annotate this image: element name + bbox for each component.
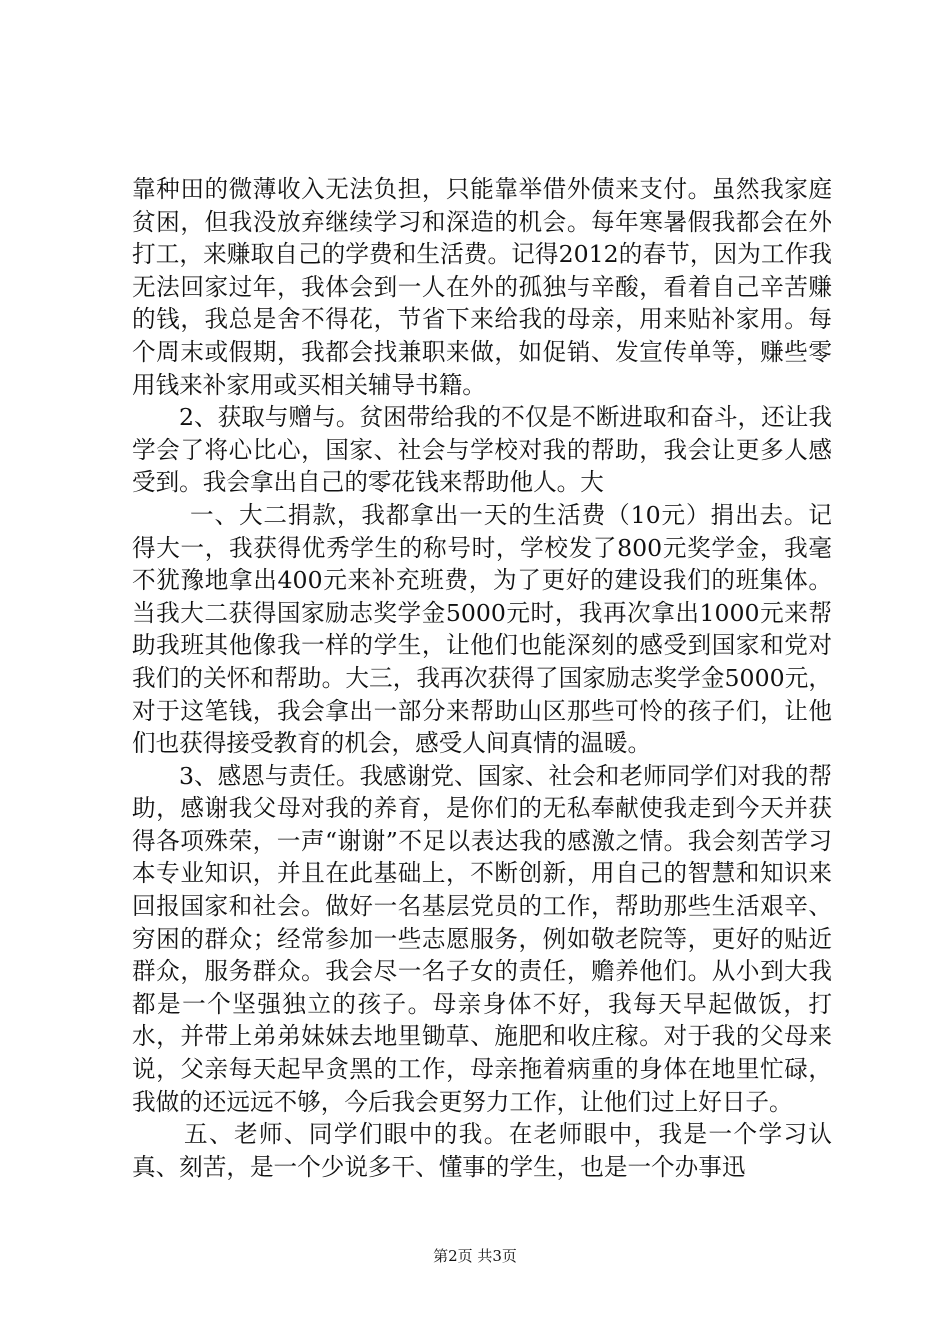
paragraph-5: 五、老师、同学们眼中的我。在老师眼中，我是一个学习认真、刻苦，是一个少说多干、懂事的学生，也是一个办事迅: [132, 1120, 832, 1181]
paragraph-1: 靠种田的微薄收入无法负担，只能靠举借外债来支付。虽然我家庭贫困，但我没放弃继续学习和深造的机会。每年寒暑假我都会在外打工，来赚取自己的学费和生活费。记得2012的春节，因为工作我无法回家过年，我体会到一人在外的孤独与辛酸，看着自己辛苦赚的钱，我总是舍不得花，节省下来给我的母亲，用来贴补家用。每个周末或假期，我都会找兼职来做，如促销、发宣传单等，赚些零用钱来补家用或买相关辅导书籍。: [132, 175, 832, 399]
paragraph-4: 3、感恩与责任。我感谢党、国家、社会和老师同学们对我的帮助，感谢我父母对我的养育，是你们的无私奉献使我走到今天并获得各项殊荣，一声“谢谢”不足以表达我的感激之情。我会刻苦学习本专业知识，并且在此基础上，不断创新，用自己的智慧和知识来回报国家和社会。做好一名基层党员的工作，帮助那些生活艰辛、穷困的群众；经常参加一些志愿服务，例如敬老院等，更好的贴近群众，服务群众。我会尽一名子女的责任，赡养他们。从小到大我都是一个坚强独立的孩子。母亲身体不好，我每天早起做饭，打水，并带上弟弟妹妹去地里锄草、施肥和收庄稼。对于我的父母来说，父亲每天起早贪黑的工作，母亲拖着病重的身体在地里忙碌，我做的还远远不够，今后我会更努力工作，让他们过上好日子。: [132, 761, 832, 1116]
document-body: [132, 173, 832, 1183]
paragraph-3: 一、大二捐款，我都拿出一天的生活费（10元）捐出去。记得大一，我获得优秀学生的称号时，学校发了800元奖学金，我毫不犹豫地拿出400元来补充班费，为了更好的建设我们的班集体。当我大二获得国家励志奖学金5000元时，我再次拿出1000元来帮助我班其他像我一样的学生，让他们也能深刻的感受到国家和党对我们的关怀和帮助。大三，我再次获得了国家励志奖学金5000元，对于这笔钱，我会拿出一部分来帮助山区那些可怜的孩子们，让他们也获得接受教育的机会，感受人间真情的温暖。: [132, 500, 832, 758]
page-number-footer: 第2页 共3页: [433, 1247, 517, 1265]
paragraph-2: 2、获取与赠与。贫困带给我的不仅是不断进取和奋斗，还让我学会了将心比心，国家、社会与学校对我的帮助，我会让更多人感受到。我会拿出自己的零花钱来帮助他人。大: [132, 403, 832, 497]
